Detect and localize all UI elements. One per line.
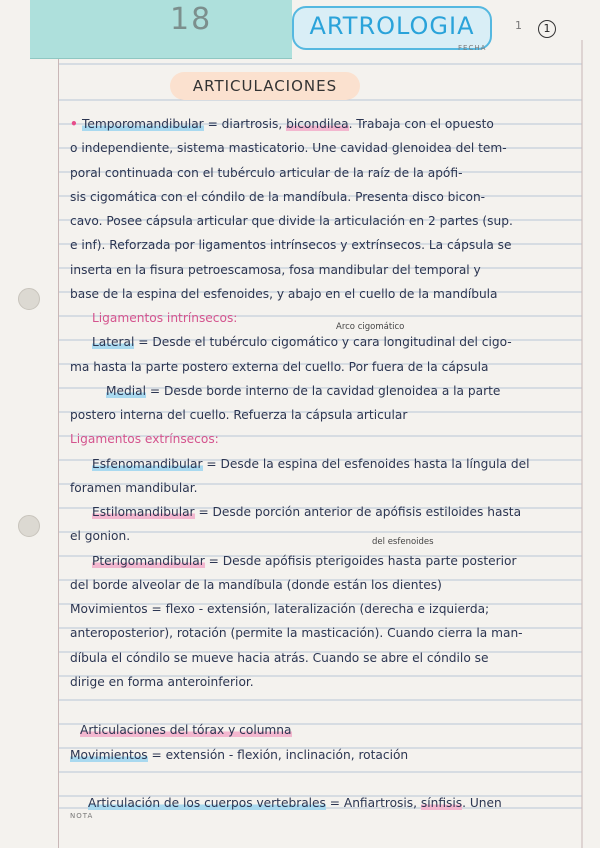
- note-line: [70, 573, 584, 597]
- note-text: = Desde apófisis pterigoides hasta parte posterior: [204, 553, 517, 568]
- note-line: [70, 355, 584, 379]
- note-line: [70, 403, 584, 427]
- note-line: [92, 549, 584, 573]
- note-text: sis cigomática con el cóndilo de la mandíbula. Presenta disco bicon-: [70, 189, 486, 204]
- note-line: [70, 621, 584, 645]
- note-text: Medial: [106, 383, 146, 398]
- note-text: Movimientos: [70, 747, 148, 762]
- note-text: = Desde porción anterior de apófisis estiloides hasta: [194, 505, 522, 519]
- note-line: [70, 112, 584, 136]
- note-text: Articulación de los cuerpos vertebrales: [88, 796, 326, 810]
- note-text: = Desde borde interno de la cavidad glenoidea a la parte: [146, 383, 501, 398]
- note-line: [88, 791, 584, 815]
- note-line: [70, 524, 584, 548]
- note-line: [70, 743, 584, 767]
- note-text: Movimientos = flexo - extensión, lateralización (derecha e izquierda;: [70, 602, 490, 616]
- note-text: díbula el cóndilo se mueve hacia atrás. Cuando se abre el cóndilo se: [70, 650, 489, 665]
- note-line: [70, 597, 584, 621]
- note-line: [70, 670, 584, 694]
- page-title: ARTROLOGIA: [309, 12, 475, 40]
- note-text: . Unen: [462, 796, 502, 810]
- note-text: Esfenomandibular: [92, 456, 203, 471]
- note-line: [70, 282, 584, 306]
- margin-line: [58, 0, 59, 848]
- note-text: Estilomandibular: [92, 505, 195, 519]
- note-text: anteroposterior), rotación (permite la masticación). Cuando cierra la man-: [70, 626, 523, 641]
- note-text: •: [70, 117, 83, 131]
- note-line: [92, 330, 584, 354]
- section-heading-box: [170, 72, 360, 100]
- note-text: foramen mandibular.: [70, 480, 198, 495]
- note-text: o independiente, sistema masticatorio. Une cavidad glenoidea del tem-: [70, 141, 507, 156]
- note-line: [106, 379, 584, 403]
- note-text: = Desde el tubérculo cigomático y cara longitudinal del cigo-: [134, 335, 512, 350]
- note-line: [70, 136, 584, 160]
- page-number: 1: [538, 20, 556, 38]
- note-line: [80, 718, 584, 742]
- note-line: [70, 476, 584, 500]
- note-text: Articulaciones del tórax y columna: [80, 723, 292, 738]
- note-text: sínfisis: [420, 796, 463, 810]
- note-line: [70, 427, 584, 451]
- note-line: [70, 209, 584, 233]
- note-text: el gonion.: [70, 529, 131, 544]
- note-text: e inf). Reforzada por ligamentos intrínsecos y extrínsecos. La cápsula se: [70, 238, 512, 253]
- binder-hole-top: [18, 288, 40, 310]
- index-tab: [30, 0, 292, 59]
- note-text: bicondilea: [286, 117, 349, 131]
- fecha-label: FECHA: [458, 44, 487, 52]
- note-line: [70, 185, 584, 209]
- note-text: Temporomandibular: [82, 117, 204, 131]
- note-text: poral continuada con el tubérculo articular de la raíz de la apófi-: [70, 165, 463, 180]
- section-heading: ARTICULACIONES: [192, 77, 338, 95]
- note-text: Lateral: [92, 335, 135, 350]
- note-line: [70, 258, 584, 282]
- note-text: ma hasta la parte postero externa del cuello. Por fuera de la cápsula: [70, 359, 489, 374]
- note-text: cavo. Posee cápsula articular que divide la articulación en 2 partes (sup.: [70, 214, 513, 228]
- note-text: = Desde la espina del esfenoides hasta la língula del: [202, 456, 530, 471]
- note-text: . Trabaja con el opuesto: [348, 117, 494, 131]
- binder-hole-bottom: [18, 515, 40, 537]
- annotation-arco-cigomatico: Arco cigomático: [336, 322, 405, 332]
- note-text: Pterigomandibular: [92, 553, 205, 568]
- annotation-del-esfenoides: del esfenoides: [372, 537, 434, 547]
- note-text: del borde alveolar de la mandíbula (donde están los dientes): [70, 577, 442, 592]
- note-text: Ligamentos extrínsecos:: [70, 432, 219, 447]
- note-text: = extensión - flexión, inclinación, rotación: [147, 747, 409, 762]
- note-line: [92, 500, 584, 524]
- nota-label: NOTA: [70, 812, 94, 820]
- note-text: postero interna del cuello. Refuerza la cápsula articular: [70, 408, 408, 422]
- tab-number: 18: [170, 2, 213, 37]
- page-marker: 1: [515, 19, 522, 32]
- note-line: [70, 161, 584, 185]
- note-text: = diartrosis,: [203, 117, 287, 131]
- note-text: dirige en forma anteroinferior.: [70, 674, 254, 689]
- note-line: [92, 452, 584, 476]
- note-line: [70, 646, 584, 670]
- note-text: = Anfiartrosis,: [325, 796, 421, 810]
- note-text: base de la espina del esfenoides, y abajo en el cuello de la mandíbula: [70, 286, 498, 301]
- note-line: [70, 233, 584, 257]
- note-text: inserta en la fisura petroescamosa, fosa mandibular del temporal y: [70, 262, 481, 277]
- note-text: Ligamentos intrínsecos:: [92, 311, 238, 325]
